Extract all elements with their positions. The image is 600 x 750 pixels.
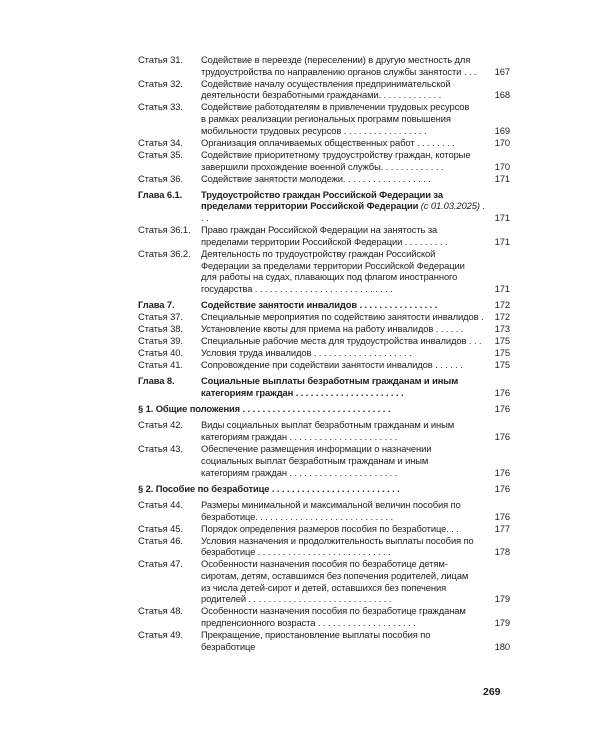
toc-page-number: 168: [488, 89, 510, 101]
toc-entry-article-47: [138, 558, 510, 605]
toc-title: Содействие занятости молодежи. . . . . . . . . . . . . . . . . .: [201, 172, 431, 184]
toc-title: Порядок определения размеров пособия по безработице. . .: [201, 522, 459, 534]
toc-label: Статья 39.: [138, 335, 183, 347]
toc-page-number: 170: [488, 161, 510, 173]
toc-title: Организация оплачиваемых общественных работ . . . . . . . .: [201, 136, 455, 148]
toc-label: Статья 47.: [138, 558, 183, 570]
toc-title: Сопровождение при содействии занятости инвалидов . . . . . .: [201, 359, 463, 371]
toc-title: Условия назначения и продолжительность выплаты пособия по безработице . . . . . . . . . . . . . . . . . . . . . . . . . . .: [201, 534, 474, 558]
toc-page-number: 176: [488, 511, 510, 523]
toc-page-number: 175: [488, 347, 510, 359]
toc-title: Содействие занятости инвалидов . . . . . . . . . . . . . . . .: [201, 299, 438, 311]
toc-label: Статья 38.: [138, 323, 183, 335]
toc-entry-article-45: [138, 523, 510, 535]
toc-label: Статья 45.: [138, 522, 183, 534]
toc-title: Содействие началу осуществления предпринимательской деятельности безработными гражданами. . . . . . . . . . . . .: [201, 77, 451, 101]
toc-entry-article-38: [138, 323, 510, 335]
toc-page-number: 169: [488, 125, 510, 137]
toc-entry-article-36: [138, 173, 510, 185]
toc-entry-chapter-6-1: [138, 189, 510, 224]
toc-page-number: 176: [488, 467, 510, 479]
toc-page-number: 176: [488, 483, 510, 495]
toc-page-number: 170: [488, 137, 510, 149]
toc-label: Статья 35.: [138, 148, 183, 160]
toc-label: Статья 48.: [138, 605, 183, 617]
toc-title: Право граждан Российской Федерации на занятость за пределами территории Российской Федерации . . . . . . . . .: [201, 224, 448, 247]
toc-entry-article-36-1: [138, 224, 510, 247]
toc-title-leader: . . .: [201, 200, 485, 224]
toc-label: Статья 33.: [138, 101, 183, 113]
toc-entry-chapter-8: [138, 375, 510, 398]
toc-page-number: 172: [488, 299, 510, 311]
toc-page-number: 171: [488, 236, 510, 248]
toc-entry-article-42: [138, 419, 510, 442]
toc-entry-article-39: [138, 335, 510, 347]
toc-title: Обеспечение размещения информации о назначении социальных выплат безработным гражданам и иным категориям граждан . . . . . . . . . . . . . . . . . . . . . .: [201, 443, 432, 478]
toc-entry-article-31: [138, 54, 510, 77]
toc-entry-article-40: [138, 347, 510, 359]
toc-page-number: 178: [488, 546, 510, 558]
toc-label: Статья 41.: [138, 359, 183, 371]
toc-label: Статья 32.: [138, 77, 183, 89]
toc-title: § 1. Общие положения . . . . . . . . . . . . . . . . . . . . . . . . . . . . . .: [138, 403, 391, 415]
toc-entry-article-41: [138, 359, 510, 371]
toc-entry-article-36-2: [138, 248, 510, 295]
toc-page-number: 179: [488, 593, 510, 605]
toc-page-number: 176: [488, 387, 510, 399]
toc-label: Статья 49.: [138, 629, 183, 641]
toc-entry-article-46: [138, 535, 510, 558]
toc-title: Содействие в переезде (переселении) в другую местность для трудоустройства по направлению органов службы занятости . . .: [201, 54, 477, 77]
toc-page-number: 176: [488, 403, 510, 415]
page-folio-number: 269: [483, 686, 501, 698]
toc-entry-article-48: [138, 605, 510, 628]
toc-label: Статья 36.2.: [138, 247, 191, 259]
toc-page-number: 171: [488, 173, 510, 185]
table-of-contents: [138, 54, 510, 653]
toc-title: Установление квоты для приема на работу инвалидов . . . . . .: [201, 323, 464, 335]
toc-label: Глава 7.: [138, 299, 175, 311]
toc-label: Статья 40.: [138, 347, 183, 359]
toc-entry-article-43: [138, 443, 510, 478]
toc-title: Виды социальных выплат безработным гражданам и иным категориям граждан . . . . . . . . . . . . . . . . . . . . . .: [201, 419, 455, 443]
toc-title: Особенности назначения пособия по безработице детям- сиротам, детям, оставшимся без попечения родителей, лицам из числа детей-сирот и детей, оставшихся без попечения родителей . . . . . . . . . . . . . . . . . . . . . . . . . . . . .: [201, 558, 469, 605]
toc-entry-section-2: [138, 483, 510, 495]
toc-entry-chapter-7: [138, 299, 510, 311]
toc-entry-article-32: [138, 78, 510, 101]
toc-page-number: 175: [488, 359, 510, 371]
toc-entry-article-49: [138, 629, 510, 652]
toc-title: Специальные рабочие места для трудоустройства инвалидов . . .: [201, 335, 482, 347]
toc-label: Статья 36.: [138, 172, 183, 184]
toc-title: Специальные мероприятия по содействию занятости инвалидов .: [201, 311, 484, 323]
toc-label: Статья 43.: [138, 443, 183, 455]
toc-page-number: 179: [488, 617, 510, 629]
toc-title: Содействие приоритетному трудоустройству граждан, которые завершили прохождение военной службы. . . . . . . . . . . . .: [201, 148, 471, 172]
toc-page-number: 171: [488, 283, 510, 295]
toc-entry-article-44: [138, 499, 510, 522]
toc-label: Статья 42.: [138, 419, 183, 431]
toc-page-number: 171: [488, 212, 510, 224]
toc-label: Статья 37.: [138, 311, 183, 323]
toc-page-number: 173: [488, 323, 510, 335]
toc-label: Статья 34.: [138, 136, 183, 148]
toc-title: Социальные выплаты безработным гражданам и иным категориям граждан . . . . . . . . . . . . . . . . . . . . . .: [201, 375, 459, 399]
toc-title: Содействие работодателям в привлечении трудовых ресурсов в рамках реализации региональных программ повышения мобильности трудовых ресурсов . . . . . . . . . . . . . . . . .: [201, 101, 470, 136]
toc-label: Статья 36.1.: [138, 224, 191, 236]
toc-label: Статья 46.: [138, 534, 183, 546]
toc-page-number: 172: [488, 311, 510, 323]
toc-title: Размеры минимальной и максимальной величин пособия по безработице. . . . . . . . . . . . . . . . . . . . . . . . . . . .: [201, 498, 461, 522]
toc-title: Условия труда инвалидов . . . . . . . . . . . . . . . . . . . .: [201, 347, 412, 359]
toc-page-number: 180: [488, 641, 510, 653]
toc-title: Трудоустройство граждан Российской Федерации за пределами территории Российской Федерации: [201, 188, 443, 212]
toc-title-note: (с 01.03.2025): [418, 200, 480, 212]
toc-page-number: 177: [488, 523, 510, 535]
toc-entry-article-35: [138, 149, 510, 172]
toc-label: Глава 6.1.: [138, 188, 183, 200]
toc-title: § 2. Пособие по безработице . . . . . . . . . . . . . . . . . . . . . . . . . .: [138, 482, 400, 494]
toc-title: Деятельность по трудоустройству граждан Российской Федерации за пределами территории Российской Федерации для работы на судах, плавающих под флагом иностранного государства . . . . . . . . . . . . . . . . . . . . . . . . . . . .: [201, 247, 465, 294]
toc-page-number: 175: [488, 335, 510, 347]
toc-title: Прекращение, приостановление выплаты пособия по безработице: [201, 629, 431, 652]
toc-page-number: 176: [488, 431, 510, 443]
toc-entry-article-34: [138, 137, 510, 149]
toc-entry-section-1: [138, 403, 510, 415]
toc-page-number: 167: [488, 66, 510, 78]
toc-entry-article-33: [138, 101, 510, 136]
toc-label: Глава 8.: [138, 375, 175, 387]
toc-entry-article-37: [138, 311, 510, 323]
toc-label: Статья 44.: [138, 498, 183, 510]
toc-title: Особенности назначения пособия по безработице гражданам предпенсионного возраста . . . . . . . . . . . . . . . . . . . .: [201, 605, 466, 629]
toc-label: Статья 31.: [138, 54, 183, 65]
